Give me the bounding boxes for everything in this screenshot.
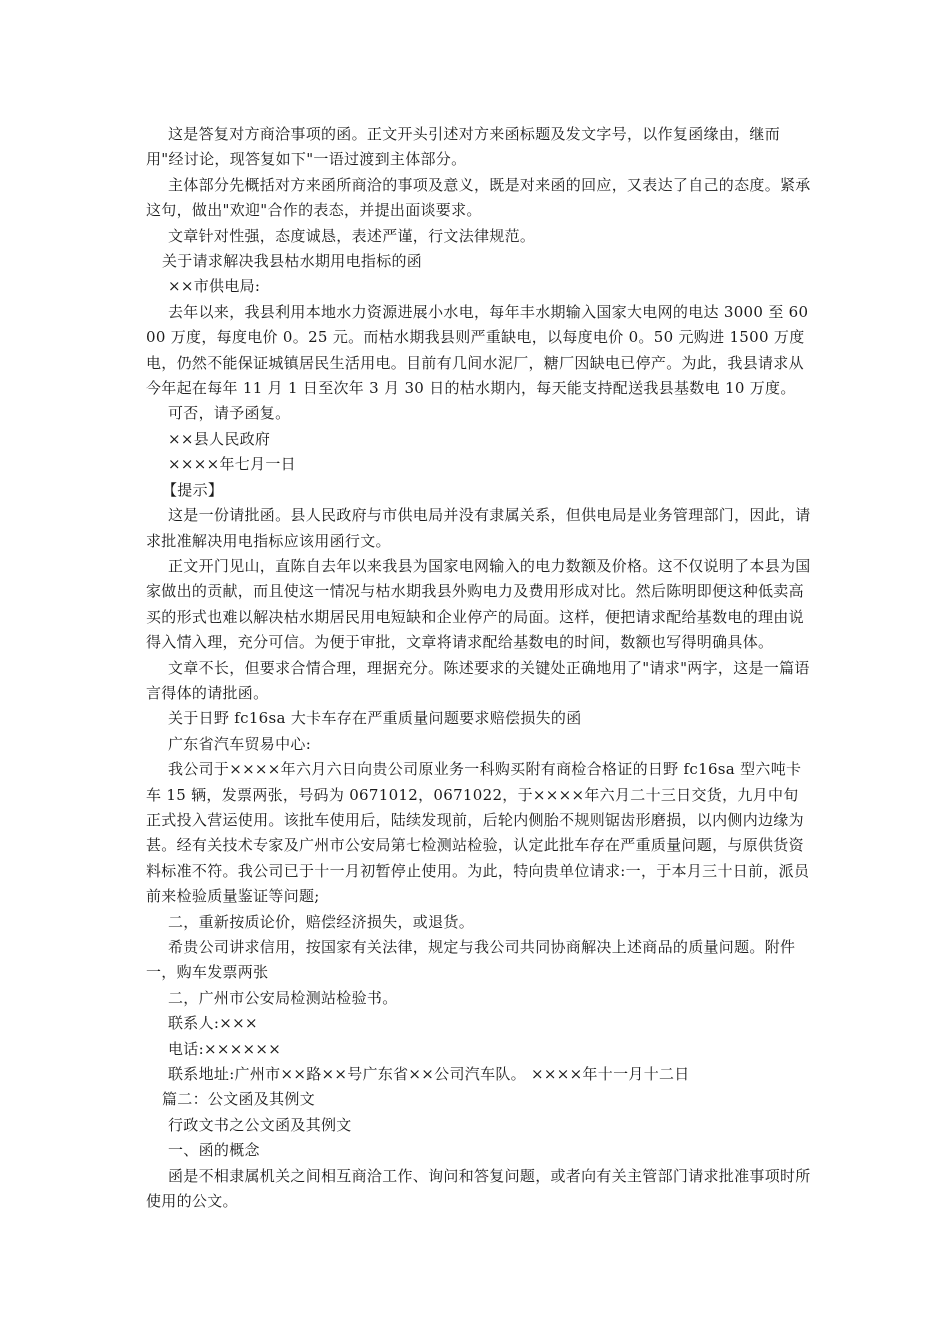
letter-body-truck: 我公司于××××年六月六日向贵公司原业务一科购买附有商检合格证的日野 fc16sa 型六吨卡车 15 辆，发票两张，号码为 0671012，0671022，于××××年六月二十三日交货，九月中旬正式投入营运使用。该批车使用后，陆续发现前，后轮内侧胎不规则锯齿形磨损，以内侧内边缘为甚。经有关技术专家及广州市公安局第七检测站检验，认定此批车存在严重质量问题，与原供货资料标准不符。我公司已于十一月初暂停止使用。为此，特向贵单位请求:一，于本月三十日前，派员前来检验质量鉴证等问题; — [146, 760, 810, 906]
section-heading-concept: 一、函的概念 — [168, 1141, 260, 1160]
letter-date-july: ××××年七月一日 — [168, 455, 296, 474]
paragraph-reply-body: 主体部分先概括对方来函所商洽的事项及意义，既是对来函的回应，又表达了自己的态度。紧承这句，做出"欢迎"合作的表态，并提出面谈要求。 — [146, 175, 811, 220]
letter-title-truck: 关于日野 fc16sa 大卡车存在严重质量问题要求赔偿损失的函 — [168, 709, 582, 728]
letter-signature-county: ××县人民政府 — [168, 429, 271, 448]
tip-paragraph-3: 文章不长，但要求合情合理，理据充分。陈述要求的关键处正确地用了"请求"两字，这是一篇语言得体的请批函。 — [146, 658, 810, 702]
document-body — [146, 122, 812, 1214]
letter-recipient-auto-trade: 广东省汽车贸易中心: — [168, 734, 312, 753]
tip-paragraph-1: 这是一份请批函。县人民政府与市供电局并没有隶属关系，但供电局是业务管理部门，因此，请求批准解决用电指标应该用函行文。 — [146, 506, 811, 550]
paragraph-reply-summary: 文章针对性强，态度诚恳，表述严谨，行文法律规范。 — [168, 226, 536, 245]
letter-demand-2: 二，重新按质论价，赔偿经济损失，或退货。 — [168, 912, 475, 931]
letter-closing-request: 可否，请予函复。 — [168, 404, 291, 423]
contact-phone: 电话:×××××× — [168, 1039, 282, 1058]
concept-definition: 函是不相隶属机关之间相互商洽工作、询问和答复问题，或者向有关主管部门请求批准事项时所使用的公文。 — [146, 1166, 811, 1211]
tip-heading: 【提示】 — [162, 480, 224, 499]
letter-recipient-power-bureau: ××市供电局: — [168, 277, 261, 296]
paragraph-reply-intro: 这是答复对方商洽事项的函。正文开头引述对方来函标题及发文字号，以作复函缘由，继而用"经讨论，现答复如下"一语过渡到主体部分。 — [146, 125, 781, 169]
contact-person: 联系人:××× — [168, 1014, 258, 1033]
section-subtitle: 行政文书之公文函及其例文 — [168, 1115, 352, 1134]
attachment-2: 二，广州市公安局检测站检验书。 — [168, 988, 398, 1007]
letter-hope-attachment: 希贵公司讲求信用，按国家有关法律，规定与我公司共同协商解决上述商品的质量问题。附件一，购车发票两张 — [146, 938, 796, 982]
letter-title-electricity: 关于请求解决我县枯水期用电指标的函 — [162, 252, 423, 271]
section-heading-part2: 篇二：公文函及其例文 — [162, 1090, 316, 1109]
letter-body-electricity: 去年以来，我县利用本地水力资源进展小水电，每年丰水期输入国家大电网的电达 3000 至 6000 万度，每度电价 0。25 元。而枯水期我县则严重缺电，以每度电价 0。50 元购进 1500 万度电，仍然不能保证城镇居民生活用电。目前有几间水泥厂，糖厂因缺电已停产。为此，我县请求从今年起在每年 11 月 1 日至次年 3 月 30 日的枯水期内，每天能支持配送我县基数电 10 万度。 — [146, 302, 809, 398]
tip-paragraph-2: 正文开门见山，直陈自去年以来我县为国家电网输入的电力数额及价格。这不仅说明了本县为国家做出的贡献，而且使这一情况与枯水期我县外购电力及费用形成对比。然后陈明即便这种低卖高买的形式也难以解决枯水期居民用电短缺和企业停产的局面。这样，便把请求配给基数电的理由说得入情入理，充分可信。为便于审批，文章将请求配给基数电的时间，数额也写得明确具体。 — [146, 556, 811, 652]
contact-address-date: 联系地址:广州市××路××号广东省××公司汽车队。 ××××年十一月十二日 — [168, 1065, 690, 1084]
